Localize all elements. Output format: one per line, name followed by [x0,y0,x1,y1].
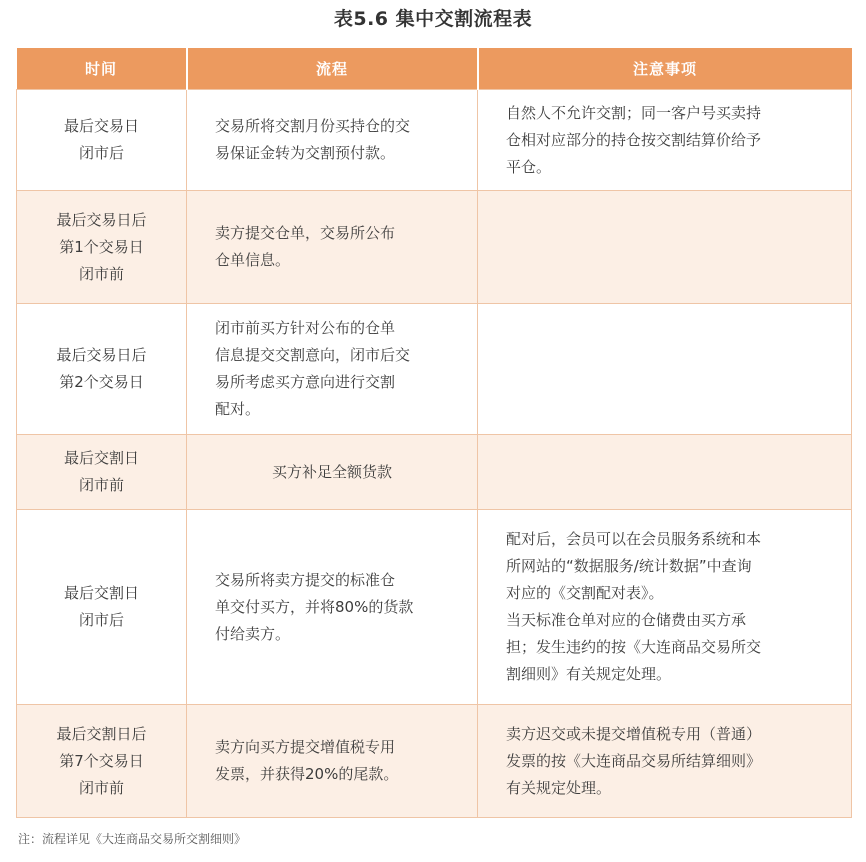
notes-line: 当天标准仓单对应的仓储费由买方承 [506,611,747,629]
notes-cell [478,304,852,435]
time-cell [17,90,187,191]
time-cell [17,705,187,818]
process-cell [187,705,478,818]
process-line: 发票，并获得20%的尾款。 [215,765,399,783]
notes-cell [478,705,852,818]
notes-line: 自然人不允许交割；同一客户号买卖持 [506,104,762,122]
header-notes: 注意事项 [478,48,852,90]
time-cell [17,510,187,705]
time-cell [17,304,187,435]
notes-cell [478,510,852,705]
time-line: 最后交易日后 [56,210,147,229]
header-time: 时间 [17,48,187,90]
table-row [17,705,852,818]
table-row [17,304,852,435]
notes-line: 割细则》有关规定处理。 [506,665,672,683]
table-row [17,510,852,705]
process-line: 闭市前买方针对公布的仓单 [215,319,396,337]
delivery-process-table [16,48,852,818]
process-cell [187,191,478,304]
time-line: 最后交割日后 [56,724,147,743]
notes-cell [478,90,852,191]
table-header-row [17,48,852,90]
process-line: 付给卖方。 [215,624,291,643]
process-line: 仓单信息。 [215,251,291,269]
time-line: 最后交割日 [63,449,139,467]
process-line: 交易所将卖方提交的标准仓 [215,570,396,589]
table-row [17,90,852,191]
process-line: 易所考虑买方意向进行交割 [215,373,396,391]
time-line: 第2个交易日 [59,373,144,391]
process-cell [187,510,478,705]
table-footnote: 注：流程详见《大连商品交易所交割细则》 [18,832,247,846]
notes-line: 平仓。 [506,158,552,176]
time-line: 闭市前 [78,476,124,494]
time-cell [17,191,187,304]
header-process: 流程 [187,48,478,90]
process-cell [187,304,478,435]
page-title: 表5.6 集中交割流程表 [333,8,533,30]
process-cell [187,90,478,191]
process-line: 卖方向买方提交增值税专用 [215,738,396,756]
notes-line: 仓相对应部分的持仓按交割结算价给予 [506,131,762,149]
process-cell [187,435,478,510]
time-line: 最后交易日 [63,117,139,135]
time-line: 闭市后 [78,611,124,629]
notes-line: 对应的《交割配对表》。 [506,584,664,602]
process-line: 交易所将交割月份买持仓的交 [215,117,411,135]
notes-line: 发票的按《大连商品交易所结算细则》 [506,751,762,770]
process-line: 买方补足全额货款 [271,462,392,481]
time-line: 闭市前 [78,778,124,797]
table-row [17,191,852,304]
notes-line: 卖方迟交或未提交增值税专用（普通） [506,724,762,743]
time-line: 第7个交易日 [59,751,144,770]
time-line: 最后交易日后 [56,346,147,364]
process-line: 配对。 [215,400,261,418]
time-line: 闭市后 [78,144,124,162]
time-line: 闭市前 [78,264,124,283]
notes-line: 有关规定处理。 [506,778,612,797]
process-line: 信息提交交割意向，闭市后交 [215,346,411,364]
notes-cell [478,435,852,510]
table-row [17,435,852,510]
time-cell [17,435,187,510]
notes-line: 配对后，会员可以在会员服务系统和本 [506,530,762,548]
notes-cell [478,191,852,304]
notes-line: 所网站的“数据服务/统计数据”中查询 [506,557,752,575]
process-line: 单交付买方，并将80%的货款 [215,597,414,616]
process-line: 易保证金转为交割预付款。 [215,144,396,162]
time-line: 第1个交易日 [59,237,144,256]
notes-line: 担；发生违约的按《大连商品交易所交 [506,638,762,656]
process-line: 卖方提交仓单，交易所公布 [215,224,396,242]
time-line: 最后交割日 [63,584,139,602]
